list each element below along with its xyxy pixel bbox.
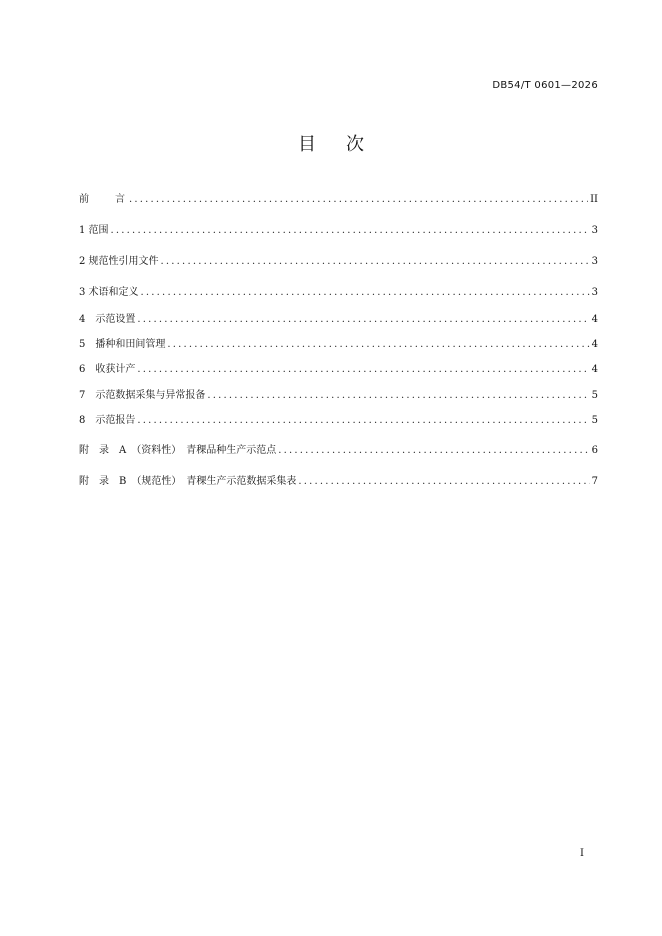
toc-entry-label: 7 示范数据采集与异常报备 xyxy=(79,390,206,401)
toc-entry-page: 4 xyxy=(591,314,598,325)
toc-leader-dots xyxy=(141,286,590,300)
toc-leader-dots xyxy=(207,389,589,403)
toc-leader-dots xyxy=(167,338,589,352)
toc-entry-page: 3 xyxy=(591,287,598,298)
toc-leader-dots xyxy=(111,224,590,238)
toc-entry-page: 3 xyxy=(591,225,598,236)
toc-entry-label: 附 录 A （资料性） 青稞品种生产示范点 xyxy=(79,445,277,456)
toc-entry-demonstration-report[interactable] xyxy=(79,414,598,428)
toc-entry-label: 5 播种和田间管理 xyxy=(79,339,166,350)
toc-entry-sowing-field-management[interactable] xyxy=(79,338,598,352)
toc-entry-normative-references[interactable] xyxy=(79,255,598,269)
toc-entry-label: 3 术语和定义 xyxy=(79,287,139,298)
toc-leader-dots xyxy=(129,193,588,207)
toc-entry-page: 6 xyxy=(591,445,598,456)
toc-entry-page: 3 xyxy=(591,256,598,267)
toc-leader-dots xyxy=(137,363,589,377)
document-code: DB54/T 0601—2026 xyxy=(492,80,598,91)
toc-entry-label: 8 示范报告 xyxy=(79,415,136,426)
toc-leader-dots xyxy=(137,414,589,428)
toc-entry-terms-definitions[interactable] xyxy=(79,286,598,300)
toc-entry-label: 前 言 xyxy=(79,194,127,205)
toc-entry-page: 7 xyxy=(591,476,598,487)
toc-entry-label: 1 范围 xyxy=(79,225,109,236)
toc-entry-data-collection[interactable] xyxy=(79,389,598,403)
page-number: I xyxy=(580,848,584,859)
toc-entry-label: 4 示范设置 xyxy=(79,314,136,325)
toc-leader-dots xyxy=(161,255,590,269)
toc-entry-page: 5 xyxy=(591,390,598,401)
toc-entry-page: II xyxy=(590,194,598,205)
toc-entry-label: 附 录 B （规范性） 青稞生产示范数据采集表 xyxy=(79,476,297,487)
toc-leader-dots xyxy=(298,475,589,489)
toc-entry-scope[interactable] xyxy=(79,224,598,238)
toc-entry-appendix-a[interactable] xyxy=(79,444,598,458)
toc-entry-label: 6 收获计产 xyxy=(79,364,136,375)
toc-entry-harvest-yield[interactable] xyxy=(79,363,598,377)
toc-entry-page: 4 xyxy=(591,339,598,350)
toc-leader-dots xyxy=(137,313,589,327)
page-title: 目次 xyxy=(298,134,394,155)
toc-entry-appendix-b[interactable] xyxy=(79,475,598,489)
toc-entry-page: 4 xyxy=(591,364,598,375)
toc-entry-label: 2 规范性引用文件 xyxy=(79,256,159,267)
toc-leader-dots xyxy=(278,444,589,458)
toc-entry-demonstration-setup[interactable] xyxy=(79,313,598,327)
toc-entry-page: 5 xyxy=(591,415,598,426)
toc-entry-foreword[interactable] xyxy=(79,193,598,207)
